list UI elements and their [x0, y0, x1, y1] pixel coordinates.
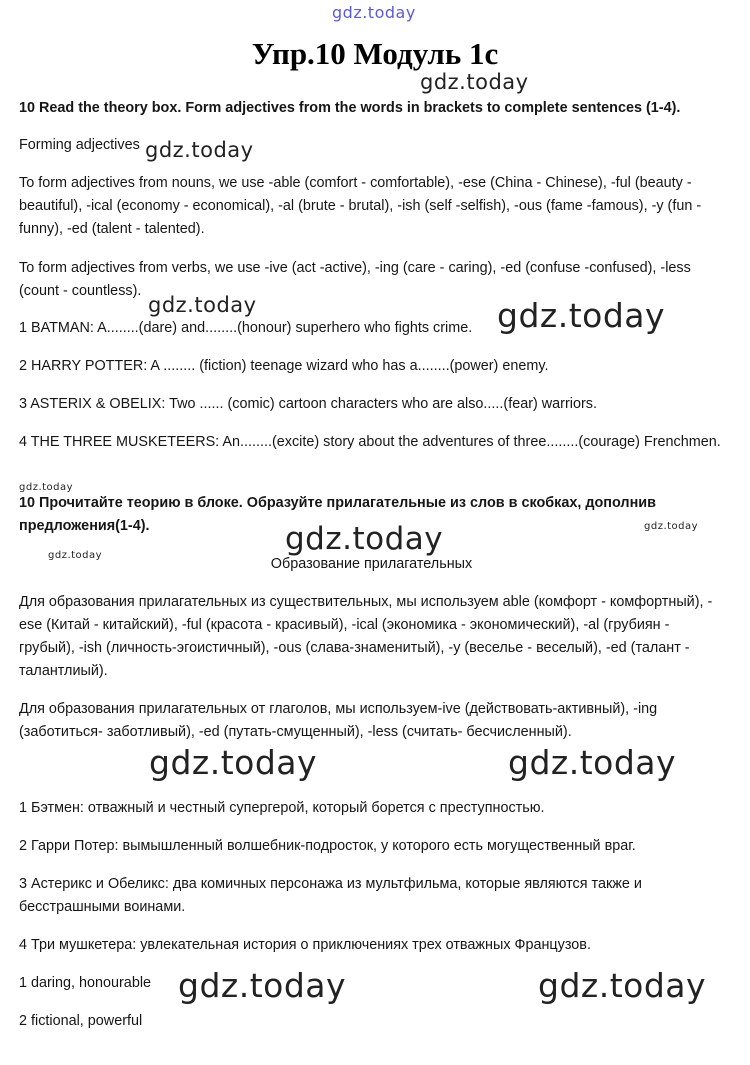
answer-1: 1 daring, honourable — [19, 975, 152, 991]
english-verbs-rule: To form adjectives from verbs, we use -ive (act -active), -ing (care - caring), -ed (confuse -confused), -less (count - countless). — [19, 260, 691, 299]
watermark: gdz.today — [149, 743, 318, 782]
watermark: gdz.today — [497, 296, 666, 335]
watermark: gdz.today — [644, 521, 699, 532]
english-sentence-3: 3 ASTERIX & OBELIX: Two ...... (comic) cartoon characters who are also.....(fear) warriors. — [19, 396, 597, 412]
english-sentence-4: 4 THE THREE MUSKETEERS: An........(excite) story about the adventures of three........(courage) Frenchmen. — [19, 434, 721, 450]
english-nouns-rule: To form adjectives from nouns, we use -able (comfort - comfortable), -ese (China - Chinese), -ful (beauty - beautiful), -ical (economy - economical), -al (brute - brutal), -ish (self -selfish), -ous (fame -famous), -y (fun - funny), -ed (talent - talented). — [19, 175, 702, 237]
english-task: 10 Read the theory box. Form adjectives from the words in brackets to complete sentences (1-4). — [19, 100, 681, 116]
russian-sentence-2: 2 Гарри Потер: вымышленный волшебник-подросток, у которого есть могущественный враг. — [19, 838, 636, 854]
watermark: gdz.today — [420, 70, 529, 94]
russian-nouns-rule: Для образования прилагательных из существительных, мы используем able (комфорт - комфортный), -ese (Китай - китайский), -ful (красота - красивый), -ical (экономика - экономический), -al (грубиян - грубый), -ish (личность-эгоистичный), -ous (слава-знаменитый), -y (веселье - веселый), -ed (талант - талантлиый). — [19, 594, 713, 679]
watermark: gdz.today — [178, 966, 347, 1005]
russian-task: 10 Прочитайте теорию в блоке. Образуйте прилагательные из слов в скобках, дополнив предложения(1-4). — [19, 495, 656, 534]
english-sentence-1: 1 BATMAN: A........(dare) and........(honour) superhero who fights crime. — [19, 320, 473, 336]
page-title: Упр.10 Модуль 1с — [251, 36, 499, 71]
watermark: gdz.today — [508, 743, 677, 782]
russian-verbs-rule: Для образования прилагательных от глаголов, мы используем-ive (действовать-активный), -ing (заботиться- заботливый), -ed (путать-смущенный), -less (считать- бесчисленный). — [19, 701, 658, 740]
answer-2: 2 fictional, powerful — [19, 1013, 143, 1029]
russian-sentence-3: 3 Астерикс и Обеликс: два комичных персонажа из мультфильма, которые являются также и бесстрашными воинами. — [19, 876, 642, 915]
watermark: gdz.today — [145, 138, 254, 162]
russian-box-title: Образование прилагательных — [270, 556, 473, 572]
russian-sentence-4: 4 Три мушкетера: увлекательная история о приключениях трех отважных Французов. — [19, 937, 591, 953]
english-sentence-2: 2 HARRY POTTER: A ........ (fiction) teenage wizard who has a........(power) enemy. — [19, 358, 549, 374]
watermark: gdz.today — [332, 3, 416, 22]
watermark: gdz.today — [19, 482, 74, 493]
watermark: gdz.today — [148, 293, 257, 317]
english-box-title: Forming adjectives — [19, 137, 140, 153]
watermark: gdz.today — [285, 521, 444, 557]
watermark: gdz.today — [538, 966, 707, 1005]
russian-sentence-1: 1 Бэтмен: отважный и честный супергерой, который борется с преступностью. — [19, 800, 545, 816]
watermark: gdz.today — [48, 550, 103, 561]
